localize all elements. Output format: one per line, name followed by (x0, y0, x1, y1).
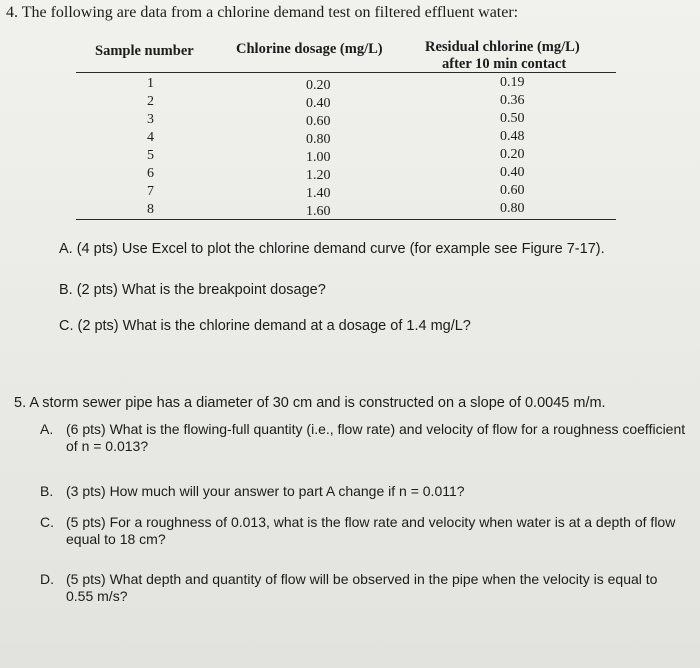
row-6-dosage: 1.20 (306, 168, 331, 183)
table-bottom-rule (76, 219, 616, 220)
row-7-dosage: 1.40 (306, 186, 331, 201)
question-5d-letter: D. (40, 571, 54, 587)
row-7-residual: 0.60 (500, 183, 525, 198)
row-4-sample: 4 (147, 130, 154, 145)
question-5c (40, 514, 700, 554)
header-chlorine-dosage: Chlorine dosage (mg/L) (236, 41, 383, 57)
question-4c: C. (2 pts) What is the chlorine demand at a dosage of 1.4 mg/L? (59, 318, 471, 334)
question-5b-letter: B. (40, 483, 54, 499)
question-5a-letter: A. (40, 421, 54, 437)
row-8-residual: 0.80 (500, 201, 525, 216)
row-5-sample: 5 (147, 148, 154, 163)
row-6-residual: 0.40 (500, 165, 525, 180)
question-5b (40, 483, 700, 503)
question-4a: A. (4 pts) Use Excel to plot the chlorine demand curve (for example see Figure 7-17). (59, 241, 605, 257)
row-1-dosage: 0.20 (306, 78, 331, 93)
row-2-residual: 0.36 (500, 93, 525, 108)
question-5b-text: (3 pts) How much will your answer to part A change if n = 0.011? (66, 483, 465, 499)
question-4-title: 4. The following are data from a chlorine demand test on filtered effluent water: (6, 4, 519, 21)
row-4-dosage: 0.80 (306, 132, 331, 147)
header-residual-chlorine: Residual chlorine (mg/L) (425, 39, 580, 55)
row-3-residual: 0.50 (500, 111, 525, 126)
question-5a (40, 421, 700, 461)
question-5c-text: (5 pts) For a roughness of 0.013, what is the flow rate and velocity when water is at a depth of flow equal to 18 cm? (66, 514, 676, 547)
question-5c-letter: C. (40, 514, 54, 530)
row-8-dosage: 1.60 (306, 204, 331, 219)
row-2-sample: 2 (147, 94, 154, 109)
table-top-rule (76, 72, 616, 73)
row-2-dosage: 0.40 (306, 96, 331, 111)
header-residual-contact: after 10 min contact (442, 56, 567, 72)
row-6-sample: 6 (147, 166, 154, 181)
row-3-dosage: 0.60 (306, 114, 331, 129)
row-7-sample: 7 (147, 184, 154, 199)
row-1-sample: 1 (147, 76, 154, 91)
row-3-sample: 3 (147, 112, 154, 127)
row-5-dosage: 1.00 (306, 150, 331, 165)
row-5-residual: 0.20 (500, 147, 525, 162)
row-8-sample: 8 (147, 202, 154, 217)
question-5a-text: (6 pts) What is the flowing-full quantity (i.e., flow rate) and velocity of flow for a roughness coefficient of n = 0.013? (66, 421, 686, 454)
header-sample-number: Sample number (95, 43, 194, 59)
question-5d-text: (5 pts) What depth and quantity of flow will be observed in the pipe when the velocity is equal to 0.55 m/s? (66, 571, 658, 604)
question-4b: B. (2 pts) What is the breakpoint dosage? (59, 282, 326, 298)
question-5-title: 5. A storm sewer pipe has a diameter of 30 cm and is constructed on a slope of 0.0045 m/m. (14, 395, 606, 411)
row-4-residual: 0.48 (500, 129, 525, 144)
question-5d (40, 571, 700, 611)
row-1-residual: 0.19 (500, 75, 525, 90)
